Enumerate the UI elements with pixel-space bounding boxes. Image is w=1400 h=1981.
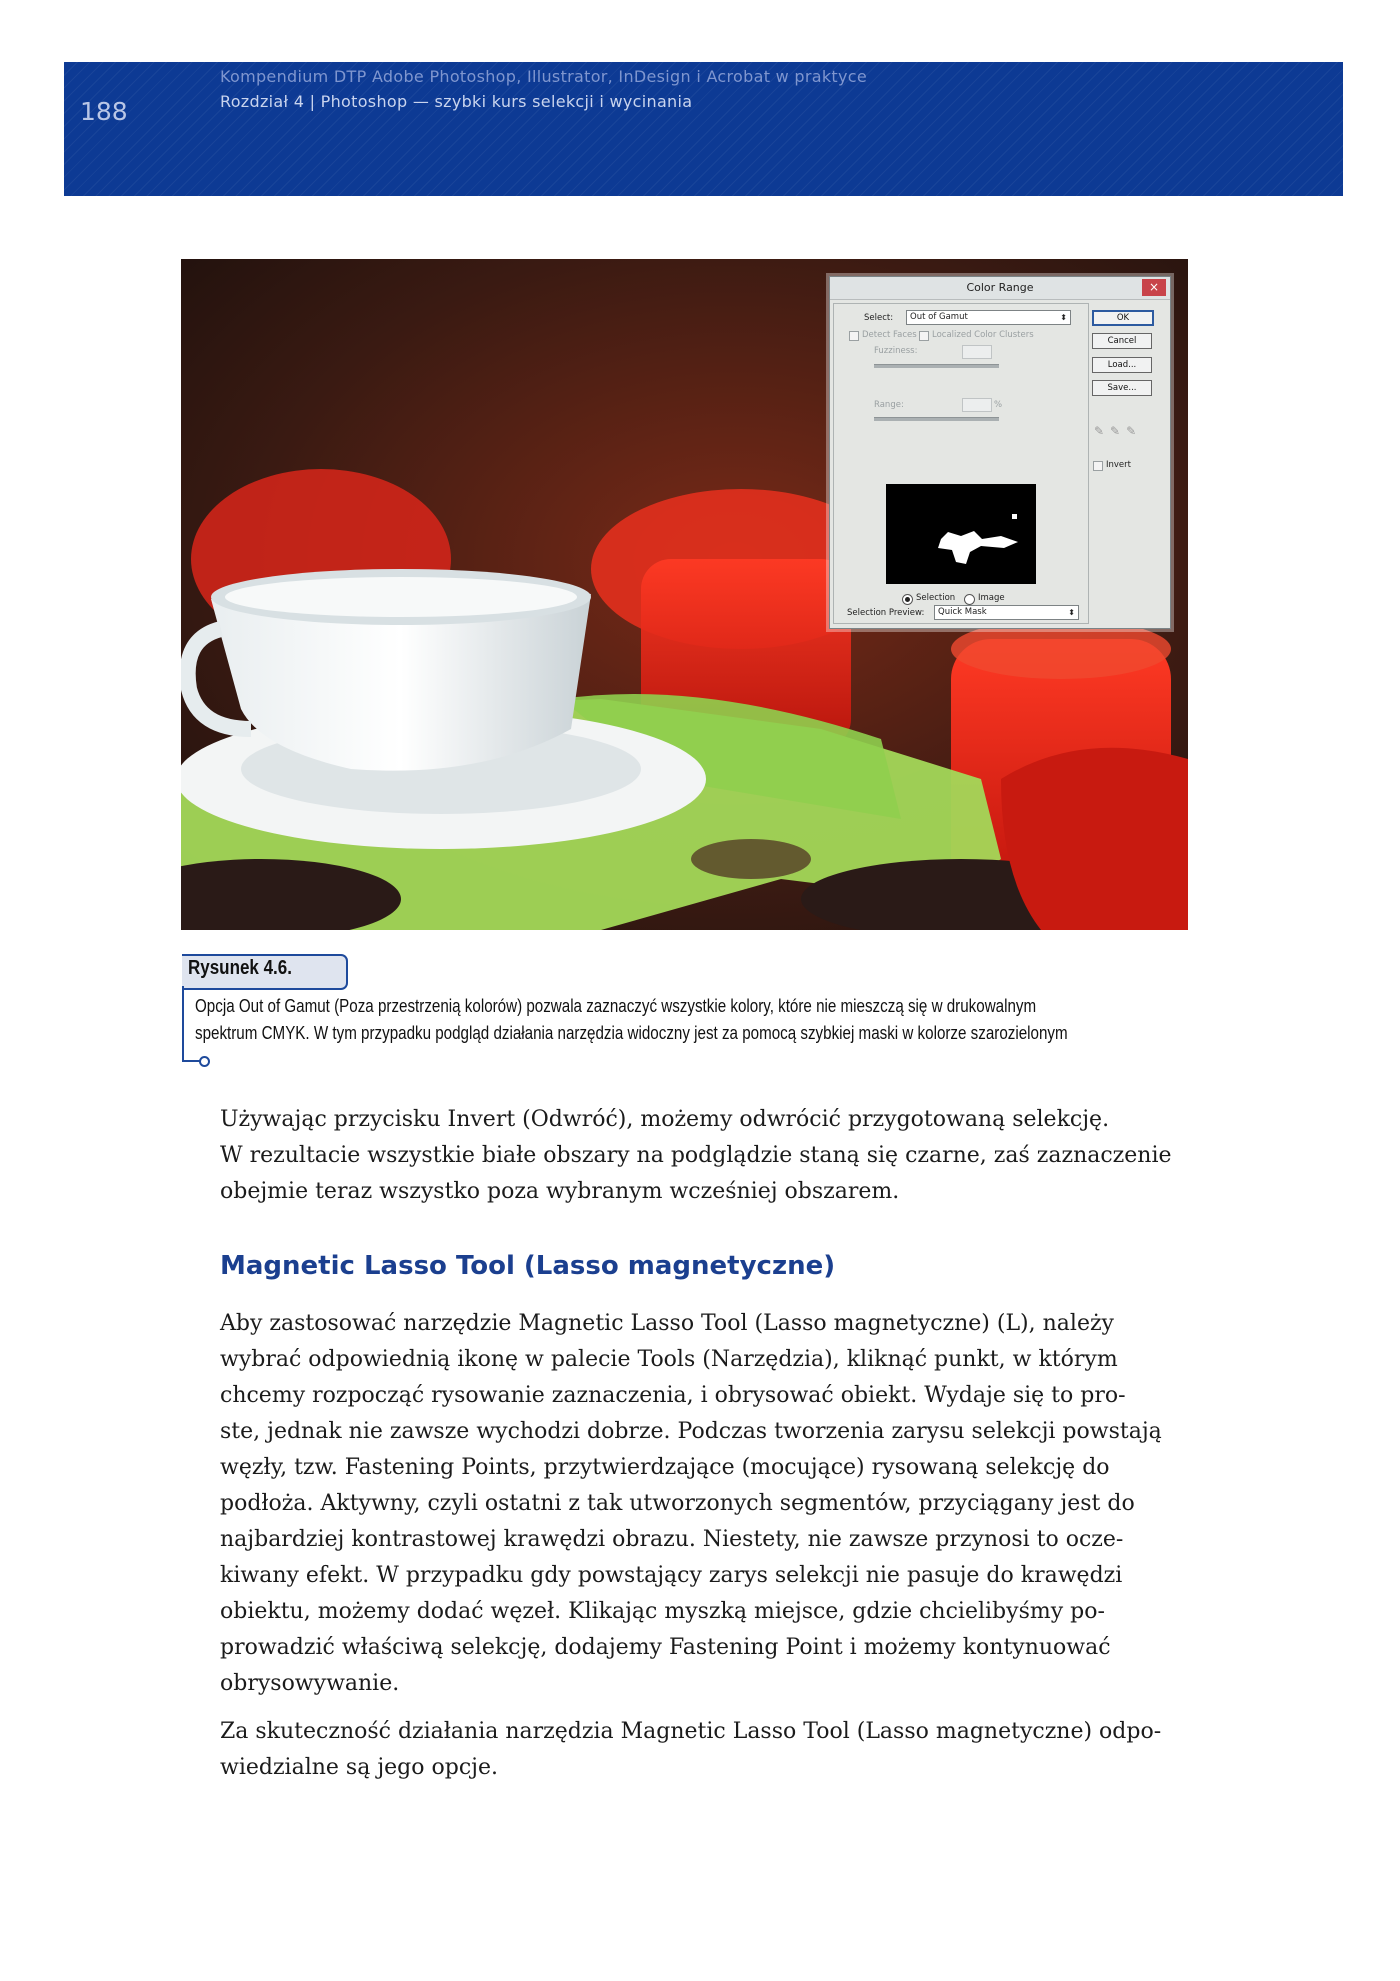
preview-mask-shape [886, 484, 1036, 584]
fuzziness-input[interactable] [962, 345, 992, 359]
color-range-dialog [829, 276, 1171, 629]
select-dropdown[interactable] [906, 310, 1071, 325]
range-unit: % [994, 400, 1003, 410]
dialog-options-panel [833, 303, 1089, 624]
text-line: wiedzialne są jego opcje. [220, 1755, 498, 1780]
page-number: 188 [80, 97, 128, 126]
caption-rule-tick [182, 1060, 200, 1062]
chapter-title: Rozdział 4 | Photoshop — szybki kurs selekcji i wycinania [220, 92, 693, 111]
ok-button[interactable]: OK [1092, 310, 1154, 326]
caption-line: Opcja Out of Gamut (Poza przestrzenią kolorów) pozwala zaznaczyć wszystkie kolory, które nie mieszczą się w drukowalnym [195, 995, 1037, 1016]
text-line: obejmie teraz wszystko poza wybranym wcześniej obszarem. [220, 1179, 900, 1204]
eyedropper-icons[interactable]: ✎✎✎ [1094, 424, 1143, 438]
paragraph-magnetic-lasso [220, 1306, 1220, 1702]
text-line: obiektu, możemy dodać węzeł. Klikając myszką miejsce, gdzie chcielibyśmy po- [220, 1599, 1105, 1624]
text-line: podłoża. Aktywny, czyli ostatni z tak utworzonych segmentów, przyciągany jest do [220, 1491, 1135, 1516]
text-line: W rezultacie wszystkie białe obszary na podglądzie staną się czarne, zaś zaznaczenie [220, 1143, 1172, 1168]
select-label: Select: [864, 313, 894, 323]
selection-preview-image [886, 484, 1036, 584]
radio-image[interactable] [964, 594, 975, 605]
text-line: ste, jednak nie zawsze wychodzi dobrze. Podczas tworzenia zarysu selekcji powstają [220, 1419, 1162, 1444]
detect-faces-checkbox[interactable] [849, 331, 859, 341]
fuzziness-slider[interactable] [874, 364, 999, 368]
range-slider[interactable] [874, 417, 999, 421]
text-line: obrysowywanie. [220, 1671, 400, 1696]
text-line: najbardziej kontrastowej krawędzi obrazu. Niestety, nie zawsze przynosi to ocze- [220, 1527, 1124, 1552]
book-title: Kompendium DTP Adobe Photoshop, Illustrator, InDesign i Acrobat w praktyce [220, 67, 868, 86]
section-heading: Magnetic Lasso Tool (Lasso magnetyczne) [220, 1251, 836, 1281]
chevron-down-icon: ⬍ [1060, 313, 1067, 322]
text-line: chcemy rozpocząć rysowanie zaznaczenia, i obrysować obiekt. Wydaje się to pro- [220, 1383, 1126, 1408]
caption-rule-dot [199, 1056, 210, 1067]
text-line: kiwany efekt. W przypadku gdy powstający zarys selekcji nie pasuje do krawędzi [220, 1563, 1123, 1588]
invert-label: Invert [1106, 460, 1131, 470]
dialog-titlebar [830, 277, 1170, 300]
localized-label: Localized Color Clusters [932, 330, 1034, 340]
select-value: Out of Gamut [910, 312, 968, 322]
localized-checkbox[interactable] [919, 331, 929, 341]
caption-rule [182, 986, 184, 1061]
paragraph-options [220, 1714, 1220, 1786]
chevron-down-icon: ⬍ [1068, 608, 1075, 617]
save-button[interactable]: Save... [1092, 380, 1152, 396]
text-line: Aby zastosować narzędzie Magnetic Lasso Tool (Lasso magnetyczne) (L), należy [220, 1311, 1114, 1336]
text-line: prowadzić właściwą selekcję, dodajemy Fastening Point i możemy kontynuować [220, 1635, 1111, 1660]
range-label: Range: [874, 400, 904, 410]
selection-preview-label: Selection Preview: [847, 608, 925, 618]
dialog-title: Color Range [966, 281, 1034, 294]
load-button[interactable]: Load... [1092, 357, 1152, 373]
caption-line: spektrum CMYK. W tym przypadku podgląd działania narzędzia widoczny jest za pomocą szybkiej maski w kolorze szarozielonym [195, 1022, 1068, 1043]
fuzziness-label: Fuzziness: [874, 346, 918, 356]
cancel-button[interactable]: Cancel [1092, 333, 1152, 349]
figure-photo-color-range [181, 259, 1188, 930]
invert-checkbox[interactable] [1093, 461, 1103, 471]
radio-image-label: Image [978, 593, 1005, 603]
close-icon[interactable]: × [1142, 279, 1166, 296]
caption-label: Rysunek 4.6. [188, 957, 292, 979]
text-line: wybrać odpowiednią ikonę w palecie Tools (Narzędzia), kliknąć punkt, w którym [220, 1347, 1118, 1372]
caption-text [195, 992, 1068, 1046]
paragraph-invert [220, 1102, 1220, 1210]
text-line: Za skuteczność działania narzędzia Magnetic Lasso Tool (Lasso magnetyczne) odpo- [220, 1719, 1162, 1744]
text-line: Używając przycisku Invert (Odwróć), możemy odwrócić przygotowaną selekcję. [220, 1107, 1110, 1132]
selection-preview-value: Quick Mask [938, 607, 987, 617]
range-input[interactable] [962, 398, 992, 412]
radio-selection-label: Selection [916, 593, 956, 603]
radio-selection[interactable] [902, 594, 913, 605]
detect-faces-label: Detect Faces [862, 330, 917, 340]
text-line: węzły, tzw. Fastening Points, przytwierdzające (mocujące) rysowaną selekcję do [220, 1455, 1110, 1480]
selection-preview-dropdown[interactable] [934, 605, 1079, 620]
